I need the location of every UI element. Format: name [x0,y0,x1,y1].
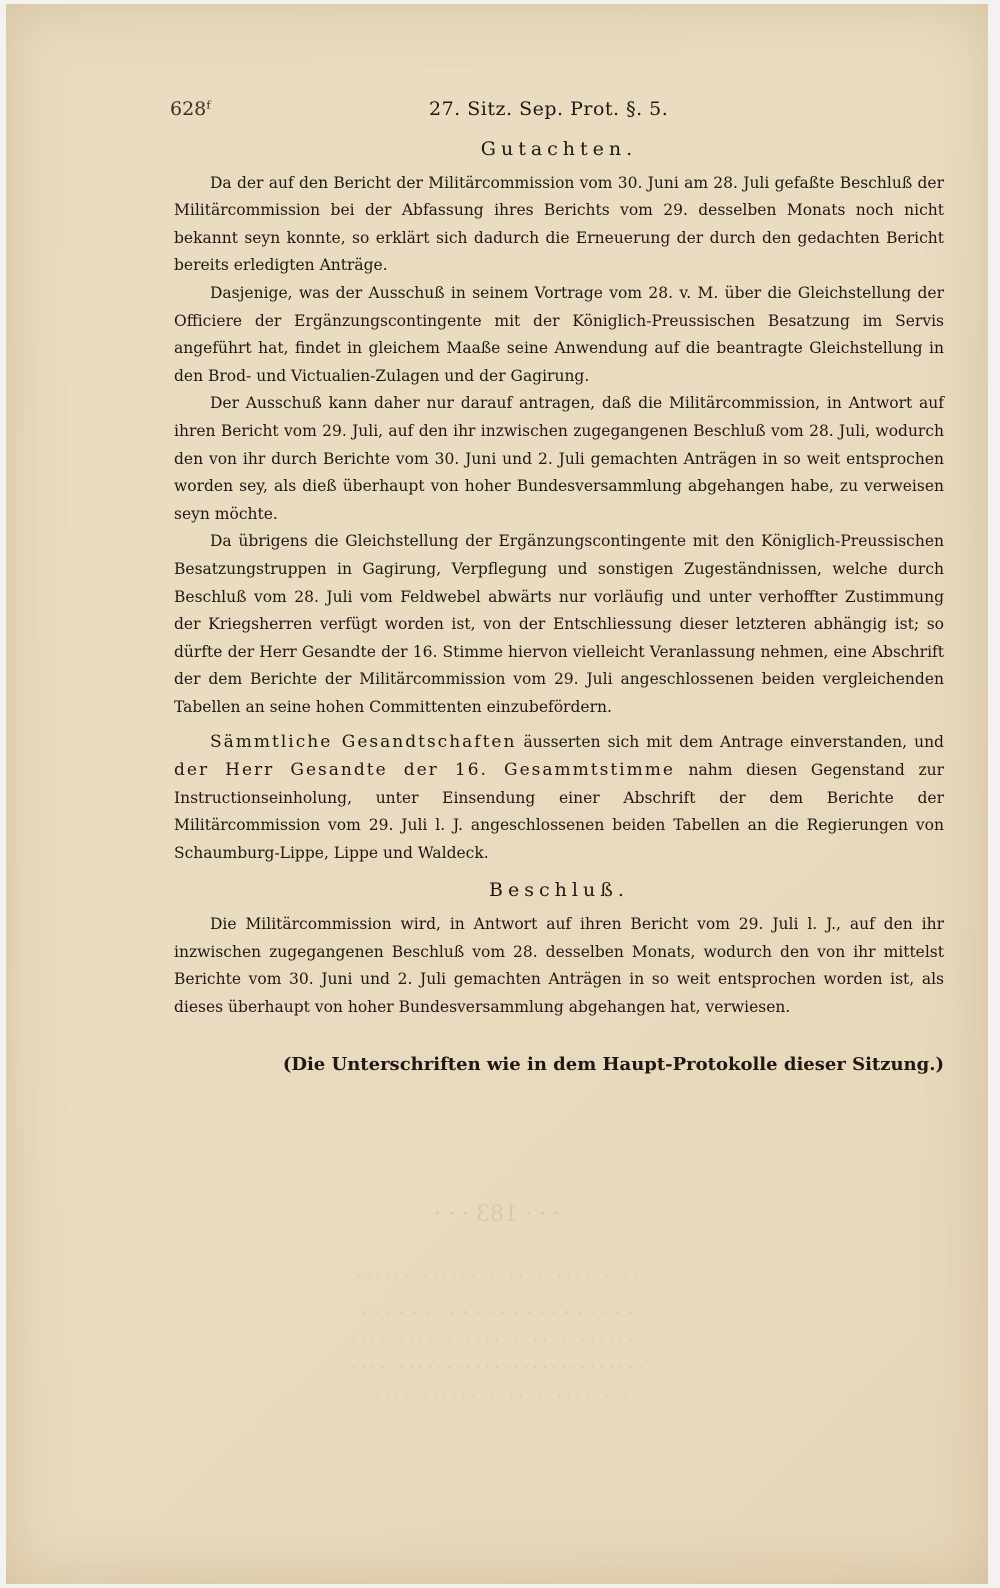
spaced-phrase: Sämmtliche Gesandtschaften [210,732,517,753]
bleed-through-text: · · · · · · · · · · · · · · · · · · · · · · · · · · · · · · · [351,1358,643,1376]
text-block [170,96,945,1079]
vote-paragraph [174,729,944,867]
signature-note: (Die Unterschriften wie in dem Haupt-Protokolle dieser Sitzung.) [282,1054,944,1076]
spaced-phrase: der Herr Gesandte der 16. Gesammtstimme [174,760,675,781]
page-number: 628ᶠ [170,98,211,120]
bleed-through-text: · · · · · · · · · · · · · · · · · · · · · · [360,1300,634,1324]
page-header [170,96,944,126]
paragraph: Dasjenige, was der Ausschuß in seinem Vortrage vom 28. v. M. über die Gleichstellung der Officiere der Ergänzungscontingente mit der Königlich-Preussischen Besatzung im Servis angeführt hat, findet in gleichem Maaße seine Anwendung auf die beantragte Gleichstellung in den Brod- und Victualien-Zulagen und der Gagirung. [174,283,944,385]
vote-text: äusserten sich mit dem Antrage einverstanden, und [516,733,944,752]
bleed-through-text: · · · · · · · · · · · · · · · · · · · · · · · · · · · · [365,1386,629,1404]
bleed-through-text: · · · · · · · · · · · · · · · · · · · · · · · · · · · · · · [356,1266,638,1284]
paragraph: Der Ausschuß kann daher nur darauf antragen, daß die Militärcommission, in Antwort auf ihren Bericht vom 29. Juli, auf den ihr inzwischen zugegangenen Beschluß vom 28. Juli, wodurch den von ihr durch Berichte vom 30. Juni und 2. Juli gemachten Anträgen in so weit entsprochen worden sey, als dieß überhaupt von hoher Bundesversammlung abgehangen habe, zu verweisen seyn möchte. [174,394,944,523]
resolution-paragraph: Die Militärcommission wird, in Antwort auf ihren Bericht vom 29. Juli l. J., auf den ihr inzwischen zugegangenen Beschluß vom 28. desselben Monats, wodurch den von ihr mittelst Berichte vom 30. Juni und 2. Juli gemachten Anträgen in so weit entsprochen worden ist, als dieses überhaupt von hoher Bundesversammlung abgehangen hat, verwiesen. [174,915,944,1016]
bleed-through-text: · · · · · · · · · · · · · · · · · · · · · · · · · · · · · · · [351,1330,643,1348]
section-title-gutachten: Gutachten. [480,138,638,160]
bleed-through-text: · · · 183 · · · [434,1202,560,1227]
vote-text: nahm diesen Gegenstand zur Instructionseinholung, unter Einsendung einer Abschrift der dem Berichte der Militärcommission vom 29. Juli l. J. angeschlossenen beiden Tabellen an die Regierungen von Schaumburg-Lippe, Lippe und Waldeck. [174,761,945,862]
paragraph: Da der auf den Bericht der Militärcommission vom 30. Juni am 28. Juli gefaßte Beschluß der Militärcommission bei der Abfassung ihres Berichts vom 29. desselben Monats noch nicht bekannt seyn konnte, so erklärt sich dadurch die Erneuerung der durch den gedachten Bericht bereits erledigten Anträge. [174,173,944,275]
running-head: 27. Sitz. Sep. Prot. §. 5. [429,98,669,120]
paragraph: Da übrigens die Gleichstellung der Ergänzungscontingente mit den Königlich-Preussischen Besatzungstruppen in Gagirung, Verpflegung und sonstigen Zugeständnissen, welche durch Beschluß vom 28. Juli vom Feldwebel abwärts nur vorläufig und unter verhoffter Zustimmung der Kriegsherren verfügt worden ist, von der Entschliessung dieser letzteren abhängig ist; so dürfte der Herr Gesandte der 16. Stimme hiervon vielleicht Veranlassung nehmen, eine Abschrift der dem Berichte der Militärcommission vom 29. Juli angeschlossenen beiden vergleichenden Tabellen an seine hohen Committenten einzubefördern. [174,532,944,716]
document-page [6,4,988,1584]
section-title-beschluss: Beschluß. [489,879,629,902]
